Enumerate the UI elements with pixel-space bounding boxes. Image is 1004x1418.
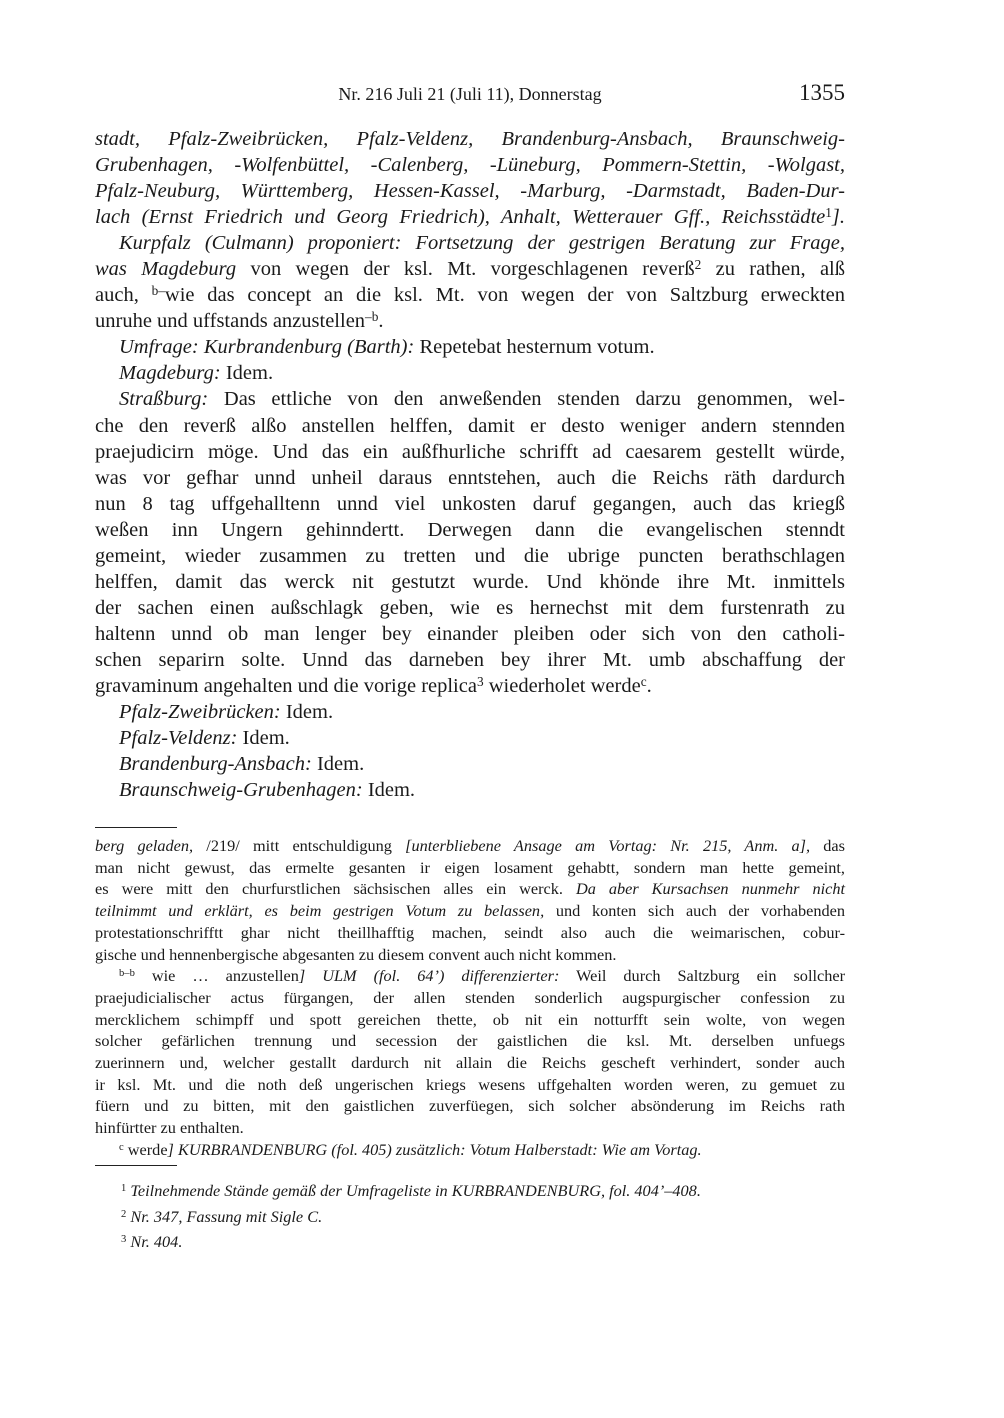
text-run: Grubenhagen, -Wolfenbüttel, -Calenberg, -Lüneburg, Pommern-Stettin, -Wolgast, bbox=[95, 154, 845, 177]
body-line bbox=[95, 230, 845, 256]
body-line bbox=[95, 282, 845, 308]
body-line bbox=[95, 569, 845, 595]
apparatus-line bbox=[95, 857, 845, 879]
text-run: [unterbliebene Ansage am Vortag: Nr. 215, Anm. a], bbox=[405, 836, 811, 855]
body-line bbox=[95, 308, 845, 334]
body-line bbox=[95, 465, 845, 491]
text-run: ] ULM (fol. 64’) differenzierter: bbox=[298, 966, 560, 986]
apparatus-line bbox=[95, 1095, 845, 1117]
body-line bbox=[95, 621, 845, 647]
text-run: Nr. 347, Fassung mit Sigle C. bbox=[126, 1206, 323, 1226]
text-run: Pfalz-Zweibrücken: bbox=[119, 701, 281, 724]
body-line bbox=[95, 777, 845, 803]
text-run: füern und zu bitten, mit den gaistlichen zuverfüegen, sich solcher absönderung im Reichs rath bbox=[95, 1096, 845, 1116]
text-run: lach (Ernst Friedrich und Georg Friedrich), Anhalt, Wetterauer Gff., Reichsstädte bbox=[95, 206, 826, 229]
text-run: haltenn unnd ob man lenger bey einander pleiben oder sich von den catholi- bbox=[95, 622, 845, 645]
text-run: Idem. bbox=[311, 753, 365, 776]
text-run: man nicht gewust, das ermelte gesanten ir eigen losament gehabtt, sondern man hette gemeint, bbox=[95, 857, 845, 877]
text-run: helffen, damit das werck nit gestutzt wurde. Und khönde ihre Mt. inmittels bbox=[95, 570, 845, 593]
text-run: Das ettliche von den anweßenden stenden darzu genommen, wel- bbox=[208, 388, 845, 411]
body-line bbox=[95, 126, 845, 152]
text-run: Weil durch Saltzburg ein sollcher bbox=[559, 966, 846, 986]
text-run: teilnimmt und erklärt, es beim gestrigen Votum zu belassen, bbox=[95, 901, 545, 921]
apparatus-line bbox=[95, 1052, 845, 1074]
text-run: solcher gefärlichen trennung und secession der gaistlichen die ksl. Mt. derselben unfuegs bbox=[95, 1031, 845, 1051]
text-run: protestationschrifftt ghar nicht theillhafftig machen, seindt also auch die weimarischen, cobur- bbox=[95, 922, 845, 942]
text-run: ir ksl. Mt. und die noth deß ungerischen kriegs wesens uffgehalten worden weren, zu gemuet zu bbox=[95, 1074, 845, 1094]
text-run: Umfrage: Kurbrandenburg (Barth): bbox=[119, 336, 415, 359]
text-run: Repetebat hesternum votum. bbox=[414, 336, 655, 359]
text-run: Pfalz-Veldenz: bbox=[119, 727, 238, 750]
text-run: wie … anzustellen bbox=[134, 966, 299, 986]
text-run: Idem. bbox=[237, 727, 290, 750]
text-run: Pfalz-Neuburg, Württemberg, Hessen-Kassel, -Marburg, -Darmstadt, Baden-Dur- bbox=[95, 180, 845, 203]
body-line bbox=[95, 699, 845, 725]
text-run: . bbox=[378, 310, 384, 333]
text-run: gemeint, wieder zusammen zu tretten und die ubrige puncten berathschlagen bbox=[95, 544, 845, 567]
text-run: Nr. 404. bbox=[126, 1232, 183, 1251]
footnote-line bbox=[95, 1178, 845, 1204]
text-run: was Magdeburg bbox=[95, 258, 237, 281]
text-run: che den reverß alßo anstellen helffen, damit er desto weniger andern stennden bbox=[95, 414, 845, 437]
text-run: Idem. bbox=[362, 779, 416, 802]
text-run: wie das concept an die ksl. Mt. von wegen der von Saltzburg erweckten bbox=[164, 284, 845, 307]
text-run: berg geladen, bbox=[95, 836, 207, 855]
text-run: praejudicirn möge. Und das ein außfhurliche schrifft ad caesarem gestellt würde, bbox=[95, 440, 845, 463]
note-marker: 1 bbox=[121, 1183, 127, 1195]
note-marker: 2 bbox=[694, 257, 702, 273]
text-run: Braunschweig-Grubenhagen: bbox=[119, 779, 363, 802]
text-run: unruhe und uffstands anzustellen bbox=[95, 310, 366, 333]
body-line bbox=[95, 334, 845, 360]
text-run: auch, bbox=[95, 284, 152, 307]
text-run: /219/ mitt entschuldigung bbox=[206, 836, 406, 855]
apparatus-line bbox=[95, 1117, 845, 1139]
text-run: . bbox=[646, 674, 652, 697]
text-run: Kurpfalz (Culmann) proponiert: Fortsetzung der gestrigen Beratung zur Frage, bbox=[119, 232, 845, 255]
note-marker: b–b bbox=[119, 968, 135, 980]
text-run: Idem. bbox=[220, 362, 274, 385]
text-run: schen separirn solte. Unnd das darneben bey ihrer Mt. umb abschaffung der bbox=[95, 648, 845, 671]
apparatus-line bbox=[95, 944, 845, 966]
apparatus-line bbox=[95, 922, 845, 944]
apparatus-line bbox=[95, 900, 845, 922]
note-marker: b– bbox=[151, 283, 165, 299]
body-line bbox=[95, 360, 845, 386]
running-header bbox=[95, 80, 845, 108]
body-line bbox=[95, 491, 845, 517]
body-line bbox=[95, 751, 845, 777]
text-run: Da aber Kursachsen nunmehr nicht bbox=[575, 879, 846, 899]
apparatus-line bbox=[95, 965, 845, 987]
apparatus-line bbox=[95, 1074, 845, 1096]
text-run: stadt, Pfalz-Zweibrücken, Pfalz-Veldenz, Brandenburg-Ansbach, Braunschweig- bbox=[95, 128, 845, 150]
apparatus-line bbox=[95, 1009, 845, 1031]
note-marker: c bbox=[119, 1142, 124, 1154]
text-run: nun 8 tag uffgehalltenn unnd viel unkosten daruf gegangen, auch das kriegß bbox=[95, 492, 845, 515]
text-run: gravaminum angehalten und die vorige replica bbox=[95, 674, 477, 697]
body-line bbox=[95, 152, 845, 178]
text-run: wiederholet werde bbox=[483, 674, 641, 697]
main-text bbox=[95, 126, 845, 803]
text-run: Idem. bbox=[280, 701, 334, 724]
footnote-rule bbox=[95, 1165, 177, 1166]
text-run: Magdeburg: bbox=[119, 362, 221, 385]
body-line bbox=[95, 543, 845, 569]
text-run: das bbox=[810, 836, 845, 855]
text-run: zuerinnern und, welcher gestallt dardurch nit allain die Reichs gescheft verhindert, sonder auch bbox=[95, 1053, 845, 1073]
apparatus-line bbox=[95, 835, 845, 857]
text-run: weßen inn Ungern gehinndertt. Derwegen dann die evangelischen stenndt bbox=[95, 518, 845, 541]
text-run: Straßburg: bbox=[119, 388, 209, 411]
text-run: ]. bbox=[831, 206, 845, 229]
body-line bbox=[95, 517, 845, 543]
page-number: 1355 bbox=[799, 80, 845, 105]
text-run: der sachen einen außschlagk geben, wie es hernechst mit dem furstenrath zu bbox=[95, 596, 845, 619]
note-marker: 2 bbox=[121, 1208, 127, 1220]
apparatus-line bbox=[95, 1139, 845, 1161]
footnote-line bbox=[95, 1229, 845, 1255]
footnotes bbox=[95, 1178, 845, 1255]
body-line bbox=[95, 386, 845, 412]
text-run: mercklichem schimpff und spott gereichen thette, ob nit ein notturfft sein wolte, von wegen bbox=[95, 1009, 845, 1029]
note-marker: 3 bbox=[121, 1234, 127, 1246]
body-line bbox=[95, 204, 845, 230]
body-line bbox=[95, 647, 845, 673]
text-run: zu rathen, alß bbox=[701, 258, 846, 281]
note-marker: c bbox=[640, 674, 647, 689]
text-run: und konten sich auch der vorhabenden bbox=[544, 901, 845, 921]
text-run: hinfürtter zu enthalten. bbox=[95, 1118, 244, 1138]
text-run: es were mitt den churfurstlichen sächsischen alles ein werck. bbox=[95, 879, 576, 899]
body-line bbox=[95, 595, 845, 621]
text-run: Teilnehmende Stände gemäß der Umfrageliste in KURBRANDENBURG, fol. 404’–408. bbox=[126, 1181, 701, 1200]
critical-apparatus bbox=[95, 835, 845, 1161]
apparatus-line bbox=[95, 1030, 845, 1052]
body-line bbox=[95, 256, 845, 282]
note-marker: 1 bbox=[825, 205, 832, 221]
body-line bbox=[95, 439, 845, 465]
text-run: Brandenburg-Ansbach: bbox=[119, 753, 312, 776]
note-marker: –b bbox=[365, 309, 379, 325]
text-run: ] KURBRANDENBURG (fol. 405) zusätzlich: Votum Halberstadt: Wie am Vortag. bbox=[167, 1139, 702, 1159]
body-line bbox=[95, 673, 845, 699]
text-run: werde bbox=[123, 1139, 168, 1159]
text-run: was vor gefhar unnd unheil daraus enntstehen, auch die Reichs räth dardurch bbox=[95, 466, 845, 489]
apparatus-line bbox=[95, 987, 845, 1009]
text-run: praejudicialischer actus fürgangen, der allen stenden sonderlich augspurgischer confession zu bbox=[95, 987, 845, 1007]
body-line bbox=[95, 725, 845, 751]
footnote-line bbox=[95, 1204, 845, 1230]
apparatus-line bbox=[95, 878, 845, 900]
body-line bbox=[95, 413, 845, 439]
running-title: Nr. 216 Juli 21 (Juli 11), Donnerstag bbox=[338, 84, 602, 104]
apparatus-rule bbox=[95, 827, 177, 828]
text-run: gische und hennenbergische abgesanten zu diesem convent auch nicht kommen. bbox=[95, 944, 617, 964]
body-line bbox=[95, 178, 845, 204]
text-run: von wegen der ksl. Mt. vorgeschlagenen reverß bbox=[236, 258, 695, 281]
note-marker: 3 bbox=[476, 674, 484, 689]
